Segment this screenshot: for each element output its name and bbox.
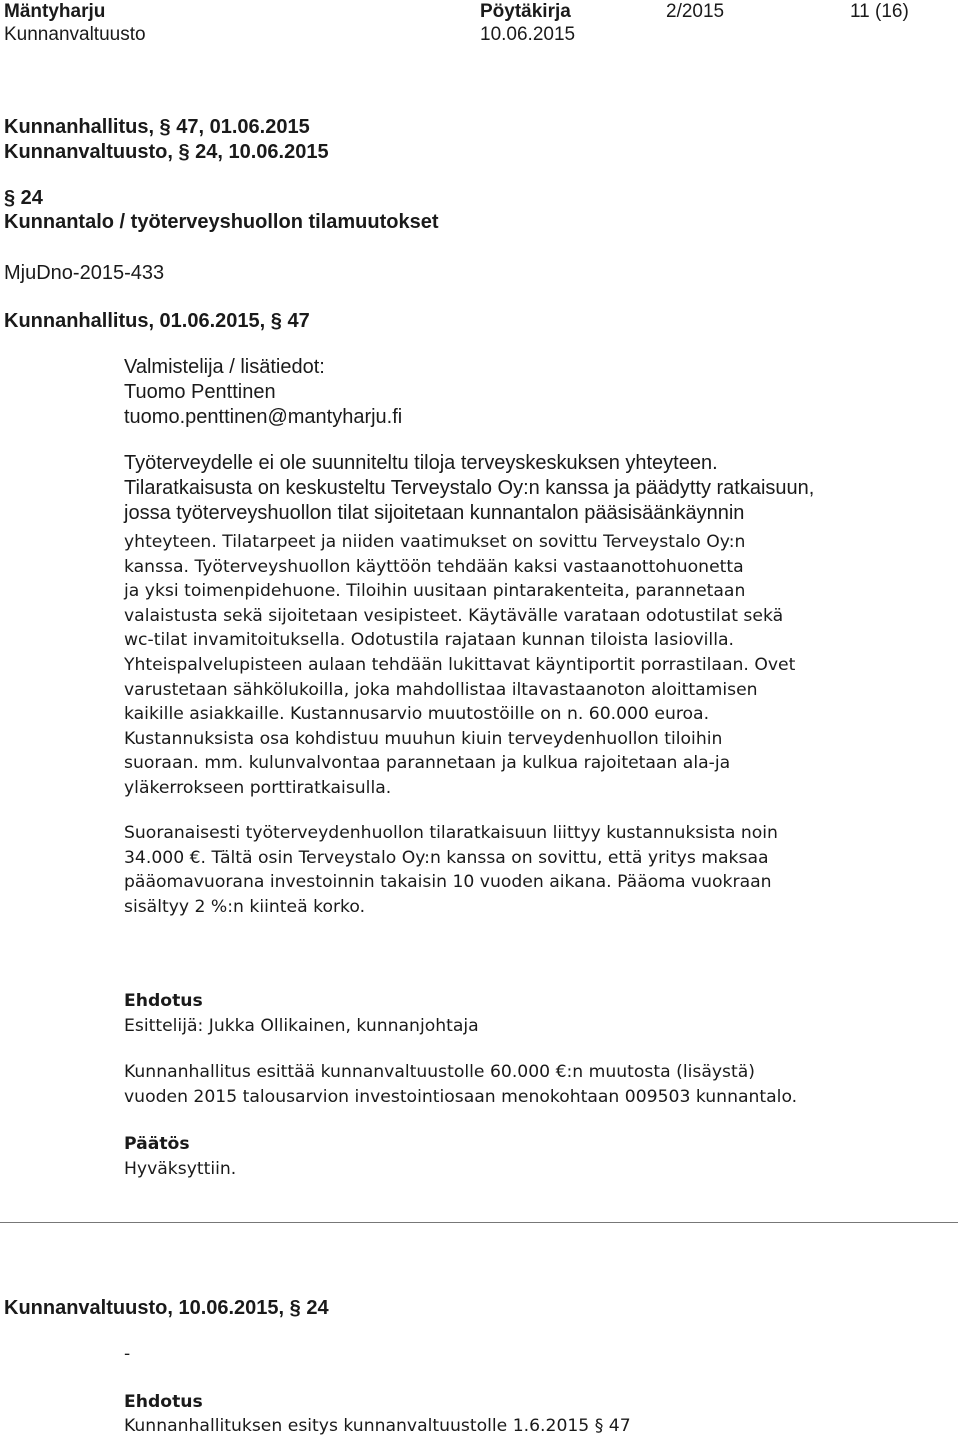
text-line: yläkerrokseen porttiratkaisulla. <box>124 777 392 798</box>
preparer-name: Tuomo Penttinen <box>124 381 276 403</box>
text-line: varustetaan sähkölukoilla, joka mahdollistaa iltavastaanoton aloittamisen <box>124 679 758 700</box>
ref-kunnanhallitus: Kunnanhallitus, § 47, 01.06.2015 <box>4 116 310 138</box>
decision-text: Hyväksyttiin. <box>124 1159 237 1179</box>
kh-paragraph-2 <box>124 821 954 919</box>
preparer-label: Valmistelija / lisätiedot: <box>124 356 325 378</box>
header-doc-type: Pöytäkirja <box>480 1 571 22</box>
text-line: sisältyy 2 %:n kiinteä korko. <box>124 896 366 917</box>
text-line: yhteyteen. Tilatarpeet ja niiden vaatimukset on sovittu Terveystalo Oy:n <box>124 532 746 552</box>
text-line: Kunnanhallitus esittää kunnanvaltuustolle 60.000 €:n muutosta (lisäystä) <box>124 1062 755 1082</box>
text-line: suoraan. mm. kulunvalvontaa parannetaan ja kulkua rajoitetaan ala-ja <box>124 753 731 774</box>
text-line: Suoranaisesti työterveydenhuollon tilaratkaisuun liittyy kustannuksista noin <box>124 823 778 843</box>
text-line: Yhteispalvelupisteen aulaan tehdään lukittavat käyntiportit porrastilaan. Ovet <box>124 654 796 675</box>
text-line: ja yksi toimenpidehuone. Tiloihin uusitaan pintarakenteita, parannetaan <box>124 581 746 602</box>
text-line: Tilaratkaisusta on keskusteltu Terveystalo Oy:n kanssa ja päädytty ratkaisuun, <box>124 477 815 499</box>
header-municipality: Mäntyharju <box>4 1 106 22</box>
text-line: Työterveydelle ei ole suunniteltu tiloja terveyskeskuksen yhteyteen. <box>124 452 718 474</box>
diary-number: MjuDno-2015-433 <box>4 262 165 284</box>
text-line: vuoden 2015 talousarvion investointiosaan menokohtaan 009503 kunnantalo. <box>124 1086 798 1107</box>
header-doc-number: 2/2015 <box>666 1 725 22</box>
text-line: jossa työterveyshuollon tilat sijoitetaan kunnantalon pääsisäänkäynnin <box>124 502 745 524</box>
decision-heading: Päätös <box>124 1134 190 1154</box>
header-page: 11 (16) <box>850 1 909 22</box>
text-line: kaikille asiakkaille. Kustannusarvio muutostöille on n. 60.000 euroa. <box>124 704 710 725</box>
text-line: kanssa. Työterveyshuollon käyttöön tehdään kaksi vastaanottohuonetta <box>124 556 744 577</box>
ref-kunnanvaltuusto: Kunnanvaltuusto, § 24, 10.06.2015 <box>4 141 329 163</box>
section-title: Kunnantalo / työterveyshuollon tilamuutokset <box>4 211 439 233</box>
text-line: 34.000 €. Tältä osin Terveystalo Oy:n kanssa on sovittu, että yritys maksaa <box>124 847 769 868</box>
text-line: pääomavuorana investoinnin takaisin 10 vuoden aikana. Pääoma vuokraan <box>124 872 772 893</box>
proposal-presenter: Esittelijä: Jukka Ollikainen, kunnanjohtaja <box>124 1016 479 1036</box>
proposal-heading: Ehdotus <box>124 991 203 1011</box>
kv-proposal-text: Kunnanhallituksen esitys kunnanvaltuustolle 1.6.2015 § 47 <box>124 1416 631 1436</box>
section-divider <box>0 1222 958 1223</box>
text-line: Kustannuksista osa kohdistuu muuhun kiuin terveydenhuollon tiloihin <box>124 728 723 749</box>
kv-heading: Kunnanvaltuusto, 10.06.2015, § 24 <box>4 1297 329 1319</box>
header-date: 10.06.2015 <box>480 24 576 45</box>
kv-dash: - <box>124 1344 131 1364</box>
kh-paragraph-1 <box>124 451 954 526</box>
preparer-email: tuomo.penttinen@mantyharju.fi <box>124 406 403 428</box>
header-body: Kunnanvaltuusto <box>4 24 146 45</box>
text-line: wc-tilat invamitoituksella. Odotustila rajataan kunnan tiloista lasiovilla. <box>124 630 734 651</box>
kh-heading: Kunnanhallitus, 01.06.2015, § 47 <box>4 310 310 332</box>
kv-proposal-heading: Ehdotus <box>124 1392 203 1412</box>
kh-paragraph-1-cont <box>124 530 954 801</box>
section-number: § 24 <box>4 187 43 209</box>
proposal-text <box>124 1060 954 1109</box>
text-line: valaistusta sekä sijoitetaan vesipisteet. Käytävälle varataan odotustilat sekä <box>124 605 784 626</box>
